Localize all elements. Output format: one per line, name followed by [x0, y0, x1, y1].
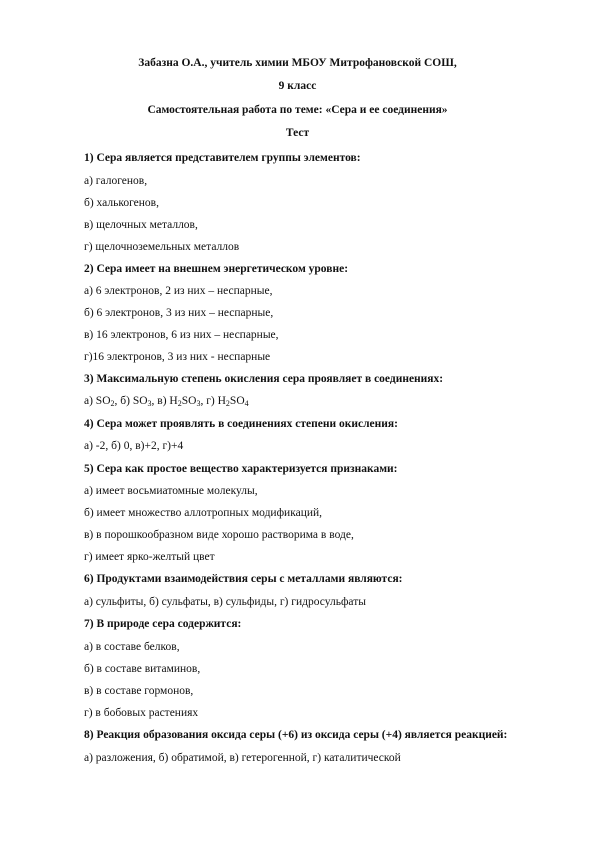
formula-c-text: , в) H	[151, 395, 178, 407]
question-4-answers: а) -2, б) 0, в)+2, г)+4	[84, 440, 184, 452]
worksheet-title: Самостоятельная работа по теме: «Сера и ее соединения»	[147, 104, 448, 116]
formula-d-subscript-1: 2	[225, 399, 230, 408]
question-4: 4) Сера может проявлять в соединениях степени окисления:	[84, 418, 398, 430]
formula-a-text: а) SO	[84, 395, 111, 407]
question-7: 7) В природе сера содержится:	[84, 618, 242, 630]
question-2-answer-c: в) 16 электронов, 6 из них – неспарные,	[84, 329, 279, 341]
grade-line: 9 класс	[278, 80, 317, 92]
question-1-answer-c: в) щелочных металлов,	[84, 219, 198, 231]
question-7-answer-a: а) в составе белков,	[84, 641, 180, 653]
question-7-answer-d: г) в бобовых растениях	[84, 707, 199, 719]
question-7-answer-c: в) в составе гормонов,	[84, 685, 194, 697]
question-5-answer-c: в) в порошкообразном виде хорошо растворима в воде,	[84, 529, 354, 541]
question-5-answer-d: г) имеет ярко-желтый цвет	[84, 551, 215, 563]
formula-c-subscript-1: 2	[177, 399, 182, 408]
question-5: 5) Сера как простое вещество характеризуется признаками:	[84, 463, 398, 475]
question-8: 8) Реакция образования оксида серы (+6) из оксида серы (+4) является реакцией:	[84, 729, 508, 741]
formula-c-subscript-2: 3	[196, 399, 201, 408]
formula-b-text: , б) SO	[114, 395, 148, 407]
question-6-answers: а) сульфиты, б) сульфаты, в) сульфиды, г) гидросульфаты	[84, 596, 366, 608]
question-2-answer-a: а) 6 электронов, 2 из них – неспарные,	[84, 285, 273, 297]
question-1: 1) Сера является представителем группы элементов:	[84, 152, 361, 164]
test-heading: Тест	[285, 127, 310, 139]
question-3-answers	[84, 395, 249, 408]
question-5-answer-a: а) имеет восьмиатомные молекулы,	[84, 485, 258, 497]
question-1-answer-a: а) галогенов,	[84, 175, 148, 187]
question-3: 3) Максимальную степень окисления сера проявляет в соединениях:	[84, 373, 444, 385]
question-6: 6) Продуктами взаимодействия серы с металлами являются:	[84, 573, 403, 585]
author-line: Забазна О.А., учитель химии МБОУ Митрофановской СОШ,	[138, 57, 457, 69]
formula-b-subscript: 3	[147, 399, 152, 408]
formula-a-subscript: 2	[110, 399, 115, 408]
question-7-answer-b: б) в составе витаминов,	[84, 663, 201, 675]
formula-d-mid: SO	[229, 395, 245, 407]
formula-d-text: , г) H	[200, 395, 226, 407]
question-8-answers: а) разложения, б) обратимой, в) гетерогенной, г) каталитической	[84, 752, 401, 764]
question-1-answer-b: б) халькогенов,	[84, 197, 159, 209]
question-5-answer-b: б) имеет множество аллотропных модификаций,	[84, 507, 323, 519]
question-1-answer-d: г) щелочноземельных металлов	[84, 241, 240, 253]
question-2-answer-d: г)16 электронов, 3 из них - неспарные	[84, 351, 271, 363]
formula-d-subscript-2: 4	[244, 399, 249, 408]
question-2-answer-b: б) 6 электронов, 3 из них – неспарные,	[84, 307, 274, 319]
formula-c-mid: SO	[181, 395, 197, 407]
question-2: 2) Сера имеет на внешнем энергетическом уровне:	[84, 263, 349, 275]
